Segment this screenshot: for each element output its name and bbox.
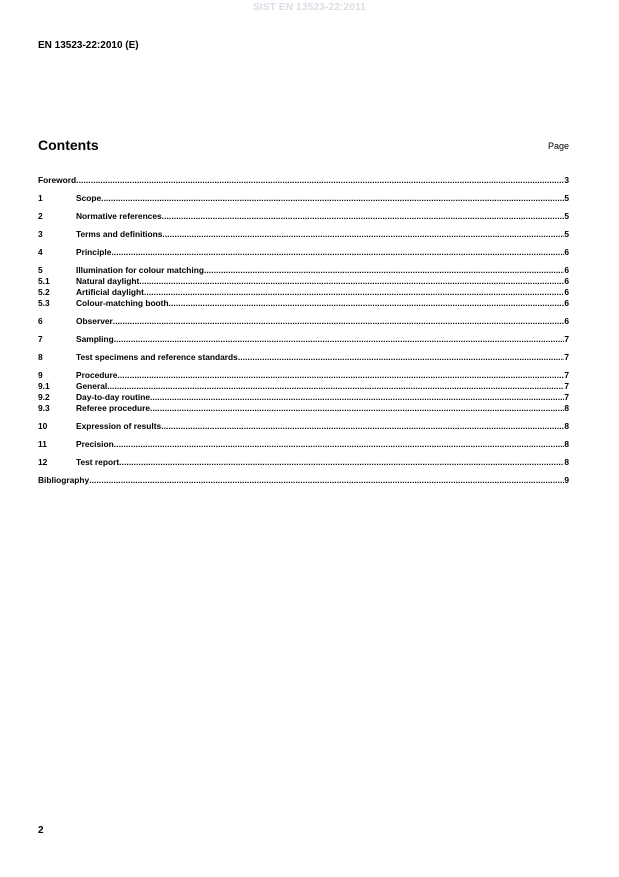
toc-entry-title: Precision [76,439,114,449]
toc-entry-number: 10 [38,421,48,431]
toc-entry-title: General [76,381,108,391]
toc-entry[interactable] [38,334,569,345]
toc-dot-leader [204,265,564,276]
toc-entry-page: 6 [564,247,569,257]
toc-entry-page: 5 [564,229,569,239]
toc-entry-title: Sampling [76,334,114,344]
toc-dot-leader [162,229,564,240]
toc-entry[interactable] [38,457,569,468]
toc-entry[interactable] [38,229,569,240]
toc-entry[interactable] [38,247,569,258]
toc-entry-page: 6 [564,276,569,286]
toc-entry-number: 12 [38,457,48,467]
toc-entry-page: 5 [564,193,569,203]
toc-entry-number: 3 [38,229,43,239]
toc-dot-leader [76,175,564,186]
toc-entry-title: Scope [76,193,102,203]
toc-entry-number: 5.3 [38,298,50,308]
toc-entry[interactable] [38,403,569,414]
toc-entry-title: Natural daylight [76,276,140,286]
toc-dot-leader [162,211,565,222]
toc-entry[interactable] [38,316,569,327]
toc-dot-leader [169,298,565,309]
toc-entry-title: Artificial daylight [76,287,144,297]
toc-entry-number: 4 [38,247,43,257]
toc-dot-leader [150,403,564,414]
toc-entry[interactable] [38,276,569,287]
toc-entry-page: 8 [564,457,569,467]
toc-entry-page: 6 [564,298,569,308]
toc-dot-leader [238,352,565,363]
toc-entry[interactable] [38,381,569,392]
toc-entry-page: 6 [564,265,569,275]
page-column-label: Page [547,141,569,151]
toc-entry-page: 6 [564,316,569,326]
toc-entry-title: Terms and definitions [76,229,163,239]
toc-dot-leader [117,370,564,381]
toc-entry-page: 7 [564,370,569,380]
toc-entry[interactable] [38,211,569,222]
toc-entry-page: 5 [564,211,569,221]
toc-entry-page: 8 [564,421,569,431]
toc-entry-title: Expression of results [76,421,162,431]
toc-entry-number: 6 [38,316,43,326]
toc-dot-leader [107,381,564,392]
table-of-contents [38,175,569,486]
toc-entry-title: Normative references [76,211,162,221]
toc-entry[interactable] [38,421,569,432]
toc-entry-number: 5.2 [38,287,50,297]
toc-entry-title: Colour-matching booth [76,298,169,308]
toc-entry-page: 3 [564,175,569,185]
toc-entry-title: Test report [76,457,120,467]
toc-entry-page: 8 [564,439,569,449]
toc-dot-leader [111,247,564,258]
toc-entry-title: Bibliography [38,475,90,485]
toc-dot-leader [89,475,564,486]
toc-entry[interactable] [38,392,569,403]
toc-dot-leader [144,287,564,298]
toc-entry-title: Principle [76,247,112,257]
toc-dot-leader [119,457,564,468]
toc-entry-number: 7 [38,334,43,344]
toc-dot-leader [113,316,565,327]
toc-entry[interactable] [38,265,569,276]
page-number: 2 [38,825,44,836]
toc-dot-leader [150,392,564,403]
toc-entry-number: 5.1 [38,276,50,286]
toc-entry-number: 9 [38,370,43,380]
toc-entry[interactable] [38,175,569,186]
toc-entry-title: Illumination for colour matching [76,265,204,275]
toc-entry-number: 9.1 [38,381,50,391]
toc-entry-number: 2 [38,211,43,221]
toc-entry-number: 11 [38,439,47,449]
toc-dot-leader [139,276,564,287]
toc-entry-page: 7 [564,334,569,344]
toc-dot-leader [114,439,565,450]
toc-entry-page: 7 [564,352,569,362]
toc-entry-title: Foreword [38,175,77,185]
toc-entry-title: Procedure [76,370,118,380]
toc-entry-page: 6 [564,287,569,297]
toc-entry[interactable] [38,193,569,204]
toc-entry-title: Test specimens and reference standards [76,352,238,362]
toc-entry-number: 1 [38,193,43,203]
toc-entry-page: 9 [564,475,569,485]
toc-dot-leader [161,421,564,432]
toc-entry[interactable] [38,439,569,450]
toc-entry-number: 5 [38,265,43,275]
toc-entry[interactable] [38,370,569,381]
toc-entry-number: 9.3 [38,403,50,413]
toc-entry[interactable] [38,298,569,309]
toc-entry[interactable] [38,475,569,486]
toc-entry[interactable] [38,287,569,298]
toc-entry-page: 7 [564,381,569,391]
toc-entry[interactable] [38,352,569,363]
toc-entry-page: 8 [564,403,569,413]
document-identifier: EN 13523-22:2010 (E) [38,40,139,51]
toc-entry-number: 9.2 [38,392,50,402]
toc-entry-title: Observer [76,316,113,326]
toc-entry-title: Referee procedure [76,403,151,413]
toc-entry-page: 7 [564,392,569,402]
toc-dot-leader [101,193,564,204]
watermark: SIST EN 13523-22:2011 [252,2,367,13]
toc-dot-leader [114,334,565,345]
contents-heading: Contents [38,137,99,153]
toc-entry-number: 8 [38,352,43,362]
toc-entry-title: Day-to-day routine [76,392,150,402]
